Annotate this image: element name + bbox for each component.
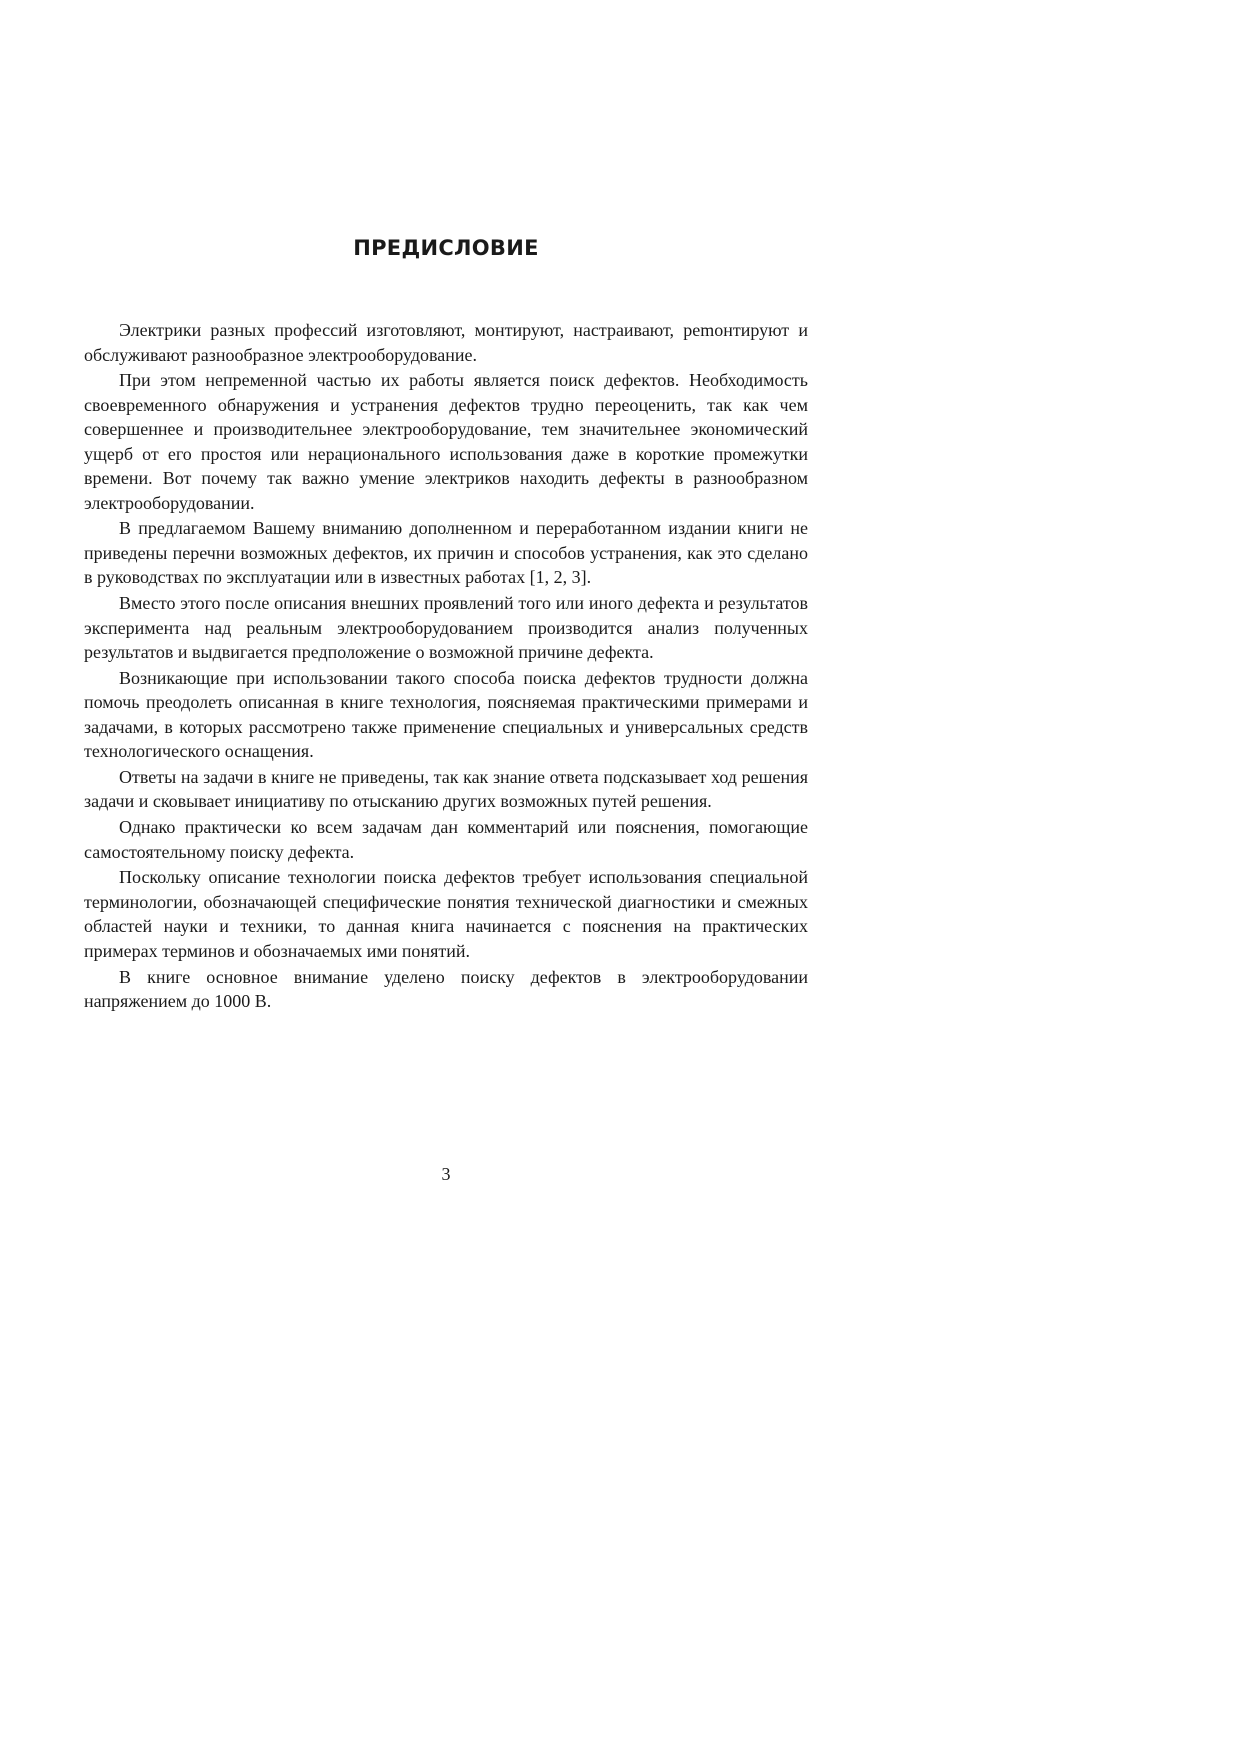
paragraph: Вместо этого после описания внешних проявлений того или иного дефекта и результатов эксперимента над реальным электрооборудованием производится анализ полученных результатов и выдвигается предположение о возможной причине дефекта. — [84, 593, 808, 663]
paragraph: Электрики разных профессий изготовляют, монтируют, настраивают, реmонтируют и обслуживают разнообразное электрооборудование. — [84, 320, 808, 365]
paragraph: В предлагаемом Вашему вниманию дополненном и переработанном издании книги не приведены перечни возможных дефектов, их причин и способов устранения, как это сделано в руководствах по эксплуатации или в известных работах [1, 2, 3]. — [84, 518, 808, 588]
paragraph: Поскольку описание технологии поиска дефектов требует использования специальной терминологии, обозначающей специфические понятия технической диагностики и смежных областей науки и техники, то данная книга начинается с пояснения на практических примерах терминов и обозначаемых ими понятий. — [84, 867, 808, 961]
page-title: ПРЕДИСЛОВИЕ — [353, 236, 539, 260]
paragraph: При этом непременной частью их работы является поиск дефектов. Необходимость своевременного обнаружения и устранения дефектов трудно переоценить, так как чем совершеннее и производительнее электрооборудование, тем значительнее экономический ущерб от его простоя или нерационального использования даже в короткие промежутки времени. Вот почему так важно умение электриков находить дефекты в разнообразном электрооборудовании. — [84, 370, 808, 513]
paragraph: Ответы на задачи в книге не приведены, так как знание ответа подсказывает ход решения задачи и сковывает инициативу по отысканию других возможных путей решения. — [84, 766, 808, 812]
paragraph: В книге основное внимание уделено поиску дефектов в электрооборудовании напряжением до 1000 В. — [84, 966, 808, 1011]
page-number: 3 — [441, 1164, 451, 1184]
paragraph: Возникающие при использовании такого способа поиска дефектов трудности должна помочь преодолеть описанная в книге технология, поясняемая практическими примерами и задачами, в которых рассмотрено также применение специальных и универсальных средств технологического оснащения. — [84, 667, 808, 762]
paragraph: Однако практически ко всем задачам дан комментарий или пояснения, помогающие самостоятельному поиску дефекта. — [84, 817, 808, 862]
preface-body — [84, 318, 808, 1015]
